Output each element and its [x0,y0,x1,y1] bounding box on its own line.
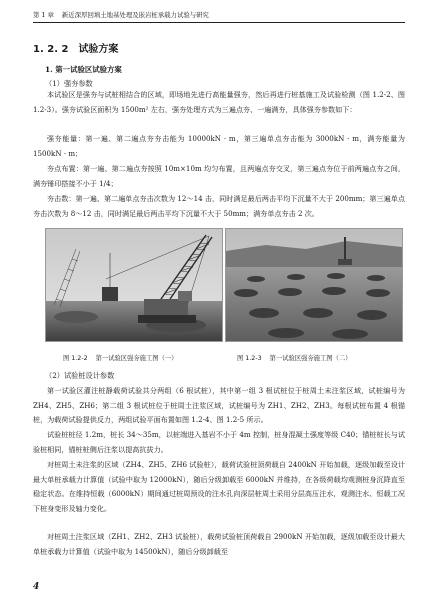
figure-number: 图 1.2-3 [237,355,262,362]
header-rule [33,22,405,23]
figure-caption-text: 第一试验区强夯施工图（一） [95,355,178,362]
paragraph: 本试验区是强夯与试桩相结合的区域，即场地先进行高能量强夯，然后再进行桩基施工及试验检测（图 1.2-2、图 1.2-3）。强夯试验区面积为 1500m² 左右，强夯处理方式为三遍点夯、一遍满夯，具体强夯参数如下： [33,90,405,114]
paragraph: 第一试验区灌注桩静载荷试验共分两组（6 根试桩），其中第一组 3 根试桩位于桩周土未注浆区域，试桩编号为 ZH4、ZH5、ZH6；第二组 3 根试桩位于桩周土注浆区域，试桩编号为 ZH1、ZH2、ZH3。每根试桩布置 4 根锚桩，为载荷试验提供反力，两组试验平面布置如图 1.2-4、图 1.2-5 所示。 [33,386,405,425]
subsubsection-heading-tamping: （1）强夯参数 [45,79,93,88]
figure-photo-crane [45,228,223,342]
paragraph: 对桩周土注浆区域（ZH1、ZH2、ZH3 试验桩），载荷试验桩顶荷载自 2900kN 开始加载，逐级加载至设计最大单桩承载力计算值（试验中取为 14500kN），随后分级卸载至 [33,532,405,556]
section-heading [33,40,118,55]
running-header [33,10,405,19]
figure-photo-tamped-field [225,228,403,342]
figure-caption [63,353,177,362]
figure-caption-text: 第一试验区强夯施工图（二） [269,355,352,362]
figure-number: 图 1.2-2 [63,355,88,362]
header-chapter: 第 1 章 [33,11,54,19]
figure-caption [237,353,351,362]
paragraph: 夯点布置：第一遍、第二遍点夯按照 10m×10m 均匀布置，且两遍点夯交叉，第三遍点夯位于前两遍点夯之间，满夯锤印搭接不小于 1/4； [33,164,405,188]
section-title: 试验方案 [78,44,119,55]
section-number: 1. 2. 2 [33,44,69,55]
paragraph: 对桩周土未注浆的区域（ZH4、ZH5、ZH6 试验桩），载荷试验桩顶荷载自 2400kN 开始加载，逐级加载至设计最大单桩承载力计算值（试验中取为 12000kN），随后分级卸载至 6000kN 并维持，在各级荷载均观测桩身沉降直至稳定状态。在维持恒载（6000kN）期间通过桩周预设的注水孔向深层桩周土采用分层高压注水，观测注水、恒载工况下桩身变形及轴力变化。 [33,460,405,513]
paragraph: 试验桩桩径 1.2m，桩长 34～35m，以桩端进入基岩不小于 4m 控制，桩身混凝土强度等级 C40；锚桩桩长与试验桩相同，锚桩桩侧后注浆以提高抗拔力。 [33,430,405,454]
page-number: 4 [33,582,40,592]
paragraph: 强夯能量：第一遍、第二遍点夯夯击能为 10000kN · m，第三遍单点夯击能为 3000kN · m，满夯能量为 1500kN · m； [33,134,405,158]
header-title: 新近深厚回填土地基处理及嵌岩桩承载力试验与研究 [61,11,209,19]
subsection-heading: 1. 第一试验区试验方案 [45,65,122,74]
crane-photo-graphic [46,229,222,341]
paragraph: 夯击数：第一遍、第二遍单点夯击次数为 12～14 击，同时满足最后两击平均下沉量不大于 200mm；第三遍单点夯击次数为 8～12 击，同时满足最后两击平均下沉量不大于 50mm；满夯单点夯击 2 次。 [33,194,405,218]
subsubsection-heading-test-pile: （2）试验桩设计参数 [45,371,115,380]
field-photo-graphic [226,229,402,341]
